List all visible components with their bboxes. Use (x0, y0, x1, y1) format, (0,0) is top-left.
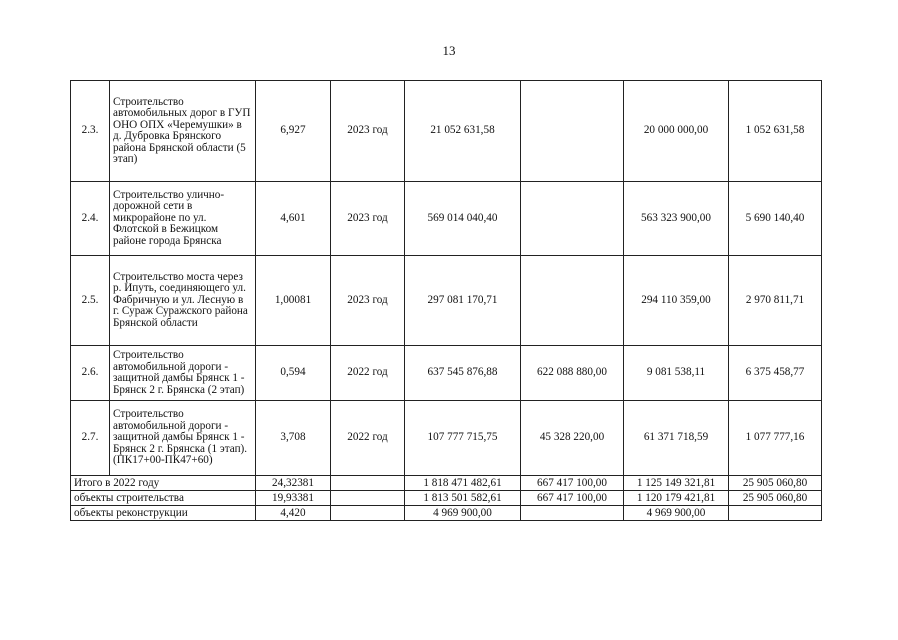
object-length: 1,00081 (256, 256, 331, 346)
summary-federal: 667 417 100,00 (521, 476, 624, 491)
table-row (71, 401, 822, 476)
object-length: 4,601 (256, 182, 331, 256)
object-year: 2022 год (331, 346, 405, 401)
total-amount: 297 081 170,71 (405, 256, 521, 346)
page-number: 13 (442, 43, 456, 58)
summary-year (331, 506, 405, 521)
summary-row (71, 476, 822, 491)
local-amount: 1 052 631,58 (729, 81, 822, 182)
row-number: 2.7. (71, 401, 110, 476)
object-year: 2023 год (331, 256, 405, 346)
summary-length: 19,93381 (256, 491, 331, 506)
summary-regional: 1 120 179 421,81 (624, 491, 729, 506)
local-amount: 6 375 458,77 (729, 346, 822, 401)
summary-local: 25 905 060,80 (729, 476, 822, 491)
summary-label: объекты строительства (71, 491, 256, 506)
object-length: 6,927 (256, 81, 331, 182)
row-number: 2.4. (71, 182, 110, 256)
objects-table (70, 80, 822, 521)
summary-local (729, 506, 822, 521)
object-name: Строительство улично-дорожной сети в микрорайоне по ул. Флотской в Бежицком районе города Брянска (110, 182, 256, 256)
object-length: 0,594 (256, 346, 331, 401)
object-name: Строительство автомобильных дорог в ГУП ОНО ОПХ «Черемушки» в д. Дубровка Брянского района Брянской области (5 этап) (110, 81, 256, 182)
object-year: 2022 год (331, 401, 405, 476)
row-number: 2.6. (71, 346, 110, 401)
summary-year (331, 491, 405, 506)
regional-amount: 294 110 359,00 (624, 256, 729, 346)
local-amount: 2 970 811,71 (729, 256, 822, 346)
federal-amount: 622 088 880,00 (521, 346, 624, 401)
regional-amount: 563 323 900,00 (624, 182, 729, 256)
total-amount: 569 014 040,40 (405, 182, 521, 256)
summary-label: Итого в 2022 году (71, 476, 256, 491)
regional-amount: 20 000 000,00 (624, 81, 729, 182)
summary-local: 25 905 060,80 (729, 491, 822, 506)
summary-regional: 1 125 149 321,81 (624, 476, 729, 491)
table-row (71, 81, 822, 182)
summary-total: 1 813 501 582,61 (405, 491, 521, 506)
table-row (71, 256, 822, 346)
summary-year (331, 476, 405, 491)
object-name: Строительство автомобильной дороги - защитной дамбы Брянск 1 - Брянск 2 г. Брянска (2 этап) (110, 346, 256, 401)
federal-amount (521, 256, 624, 346)
total-amount: 107 777 715,75 (405, 401, 521, 476)
object-year: 2023 год (331, 182, 405, 256)
summary-federal (521, 506, 624, 521)
table-row (71, 182, 822, 256)
summary-regional: 4 969 900,00 (624, 506, 729, 521)
row-number: 2.5. (71, 256, 110, 346)
object-name: Строительство автомобильной дороги - защитной дамбы Брянск 1 - Брянск 2 г. Брянска (1 этап). (ПК17+00-ПК47+60) (110, 401, 256, 476)
summary-federal: 667 417 100,00 (521, 491, 624, 506)
object-name: Строительство моста через р. Ипуть, соединяющего ул. Фабричную и ул. Лесную в г. Сураж Суражского района Брянской области (110, 256, 256, 346)
summary-total: 4 969 900,00 (405, 506, 521, 521)
row-number: 2.3. (71, 81, 110, 182)
summary-label: объекты реконструкции (71, 506, 256, 521)
table-row (71, 346, 822, 401)
regional-amount: 61 371 718,59 (624, 401, 729, 476)
object-length: 3,708 (256, 401, 331, 476)
local-amount: 5 690 140,40 (729, 182, 822, 256)
federal-amount (521, 182, 624, 256)
object-year: 2023 год (331, 81, 405, 182)
summary-row (71, 506, 822, 521)
total-amount: 21 052 631,58 (405, 81, 521, 182)
summary-total: 1 818 471 482,61 (405, 476, 521, 491)
summary-row (71, 491, 822, 506)
federal-amount: 45 328 220,00 (521, 401, 624, 476)
local-amount: 1 077 777,16 (729, 401, 822, 476)
total-amount: 637 545 876,88 (405, 346, 521, 401)
regional-amount: 9 081 538,11 (624, 346, 729, 401)
summary-length: 24,32381 (256, 476, 331, 491)
summary-length: 4,420 (256, 506, 331, 521)
federal-amount (521, 81, 624, 182)
